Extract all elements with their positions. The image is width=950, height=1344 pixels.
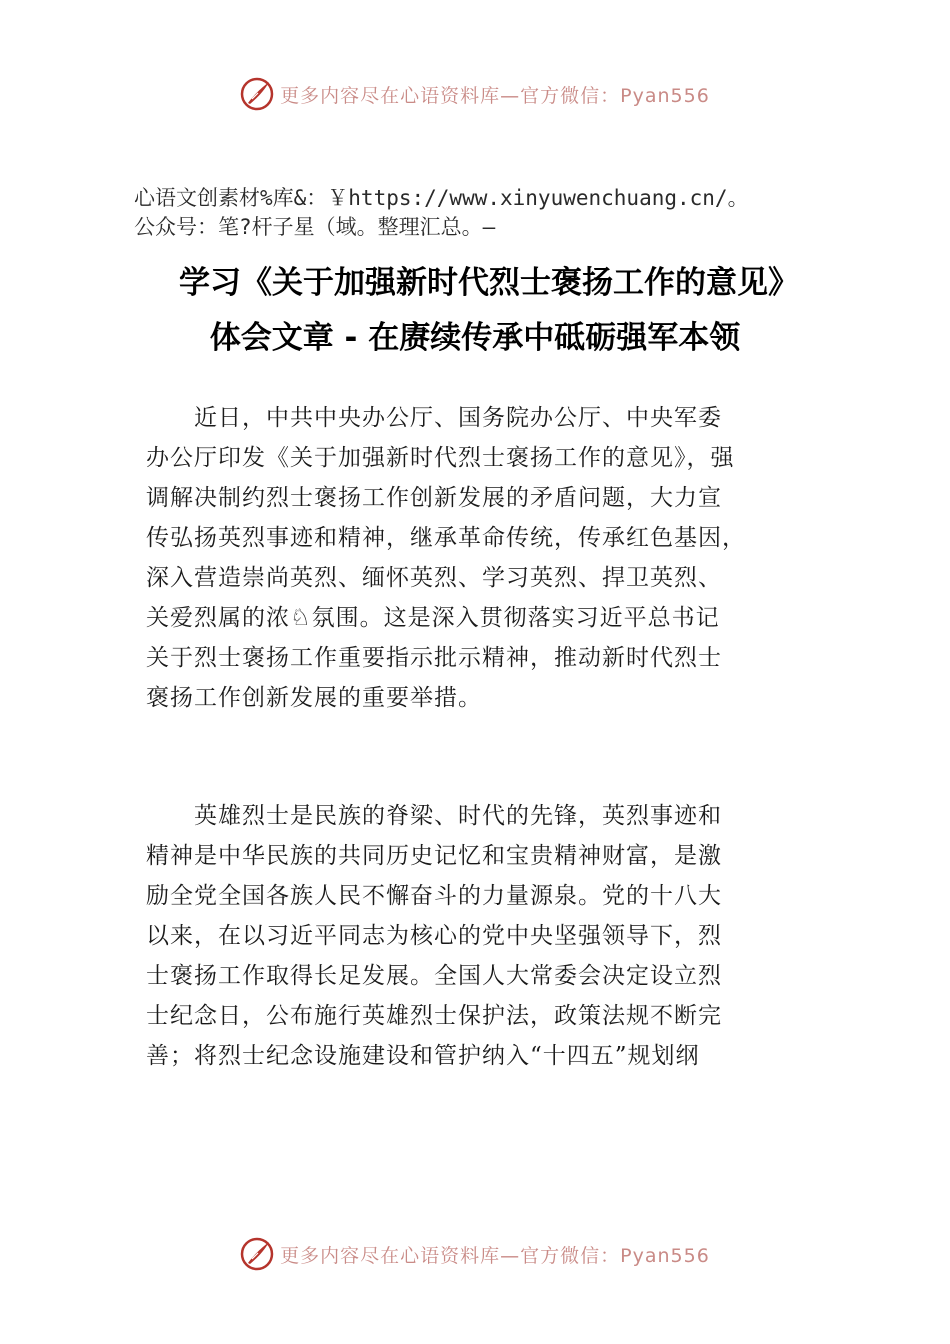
paragraph-line: 士纪念日，公布施行英雄烈士保护法，政策法规不断完 — [146, 1003, 722, 1029]
document-title-line-2: 体会文章 - 在赓续传承中砥砺强军本领 — [209, 320, 741, 356]
footer-banner — [0, 1230, 950, 1278]
paragraph-line: 励全党全国各族人民不懈奋斗的力量源泉。党的十八大 — [146, 883, 722, 909]
body-paragraph-1 — [146, 398, 810, 718]
paragraph-line: 调解决制约烈士褒扬工作创新发展的矛盾问题，大力宣 — [146, 485, 722, 511]
paragraph-line: 以来，在以习近平同志为核心的党中央坚强领导下，烈 — [146, 923, 722, 949]
paragraph-line: 深入营造崇尚英烈、缅怀英烈、学习英烈、捍卫英烈、 — [146, 565, 722, 591]
quill-logo-icon — [240, 77, 274, 111]
header-banner — [0, 70, 950, 118]
source-line-1: 心语文创素材%库&：￥https://www.xinyuwenchuang.cn/。 — [134, 186, 749, 210]
paragraph-line: 英雄烈士是民族的脊梁、时代的先锋，英烈事迹和 — [146, 803, 722, 829]
banner-text: 更多内容尽在心语资料库—官方微信：Pyan556 — [280, 84, 710, 107]
paragraph-line: 传弘扬英烈事迹和精神，继承革命传统，传承红色基因， — [146, 525, 746, 551]
paragraph-line: 关爱烈属的浓♘氛围。这是深入贯彻落实习近平总书记 — [146, 605, 720, 631]
paragraph-line: 褒扬工作创新发展的重要举措。 — [146, 685, 482, 711]
body-paragraph-2 — [146, 796, 810, 1076]
paragraph-line: 近日，中共中央办公厅、国务院办公厅、中央军委 — [146, 405, 722, 431]
paragraph-line: 善；将烈士纪念设施建设和管护纳入“十四五”规划纲 — [146, 1043, 700, 1069]
paragraph-line: 办公厅印发《关于加强新时代烈士褒扬工作的意见》，强 — [146, 445, 735, 471]
source-notice — [134, 184, 924, 242]
document-title-line-1: 学习《关于加强新时代烈士褒扬工作的意见》 — [179, 265, 799, 301]
quill-logo-icon — [240, 1237, 274, 1271]
source-line-2: 公众号：笔?杆子星（域。整理汇总。— — [134, 215, 496, 239]
banner-text: 更多内容尽在心语资料库—官方微信：Pyan556 — [280, 1244, 710, 1267]
paragraph-line: 关于烈士褒扬工作重要指示批示精神，推动新时代烈士 — [146, 645, 722, 671]
paragraph-line: 精神是中华民族的共同历史记忆和宝贵精神财富，是激 — [146, 843, 722, 869]
paragraph-line: 士褒扬工作取得长足发展。全国人大常委会决定设立烈 — [146, 963, 722, 989]
